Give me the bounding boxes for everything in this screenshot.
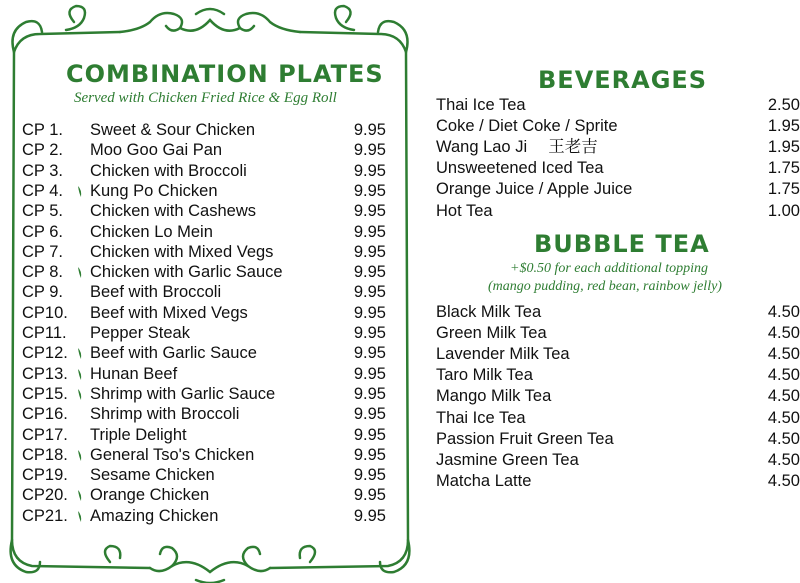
combo-name: Chicken Lo Mein <box>90 222 213 241</box>
combo-price: 9.95 <box>353 506 386 525</box>
combo-code: CP21. <box>22 506 68 525</box>
combo-code: CP12. <box>22 344 68 363</box>
item-price: 4.50 <box>767 408 800 427</box>
combo-name: Triple Delight <box>90 425 187 444</box>
item-price: 1.75 <box>767 159 800 178</box>
combo-row <box>22 506 386 526</box>
combo-price: 9.95 <box>353 161 386 180</box>
item-name: Wang Lao Ji 王老吉 <box>436 138 598 157</box>
item-price: 1.95 <box>767 138 800 157</box>
item-price: 4.50 <box>767 471 800 490</box>
combo-row <box>22 445 386 465</box>
combo-name: Shrimp with Broccoli <box>90 405 240 424</box>
combo-price: 9.95 <box>353 466 386 485</box>
item-price: 4.50 <box>767 366 800 385</box>
item-name: Taro Milk Tea <box>436 366 533 385</box>
combo-code: CP 1. <box>22 121 63 139</box>
item-name: Green Milk Tea <box>436 324 547 343</box>
item-name: Thai Ice Tea <box>436 96 526 114</box>
combo-code: CP20. <box>22 486 68 505</box>
beverages-title: BEVERAGES <box>538 66 708 94</box>
combo-price: 9.95 <box>353 181 386 200</box>
combo-price: 9.95 <box>353 121 386 139</box>
combo-code: CP18. <box>22 445 68 464</box>
combo-name: Hunan Beef <box>90 364 178 383</box>
menu-row <box>436 116 800 137</box>
menu-row <box>436 158 800 179</box>
menu-row <box>436 386 800 407</box>
item-price: 4.50 <box>767 303 800 321</box>
item-name: Coke / Diet Coke / Sprite <box>436 117 618 136</box>
combo-code: CP 8. <box>22 263 63 282</box>
item-price: 1.00 <box>767 201 800 220</box>
combo-name: Sesame Chicken <box>90 466 215 485</box>
combo-code: CP17. <box>22 425 68 444</box>
combo-name: Beef with Broccoli <box>90 283 222 302</box>
combo-price: 9.95 <box>353 405 386 424</box>
combo-price: 9.95 <box>353 445 386 464</box>
combo-price: 9.95 <box>353 303 386 322</box>
chili-pepper-icon <box>77 368 83 381</box>
combination-subtitle: Served with Chicken Fried Rice & Egg Roll <box>74 90 337 106</box>
item-name: Orange Juice / Apple Juice <box>436 180 633 199</box>
combo-code: CP11. <box>22 324 67 342</box>
combo-price: 9.95 <box>353 202 386 221</box>
combo-code: CP10. <box>22 303 68 322</box>
combo-row <box>22 282 386 302</box>
chili-pepper-icon <box>77 388 83 401</box>
combo-row <box>22 404 386 424</box>
chili-pepper-icon <box>77 449 83 462</box>
chili-pepper-icon <box>77 266 83 279</box>
item-price: 4.50 <box>767 324 800 343</box>
combo-row <box>22 364 386 384</box>
item-name: Passion Fruit Green Tea <box>436 429 614 448</box>
combo-price: 9.95 <box>353 222 386 241</box>
chili-pepper-icon <box>77 489 83 502</box>
combo-price: 9.95 <box>353 242 386 261</box>
item-name: Hot Tea <box>436 201 493 220</box>
menu-row <box>436 408 800 429</box>
combo-code: CP 6. <box>22 222 63 241</box>
combo-row <box>22 201 386 221</box>
combo-price: 9.95 <box>353 384 386 403</box>
chili-pepper-icon <box>77 510 83 523</box>
combo-name: Chicken with Broccoli <box>90 161 247 180</box>
combo-row <box>22 485 386 505</box>
menu-row <box>436 429 800 450</box>
combo-row <box>22 384 386 404</box>
combo-name: Chicken with Cashews <box>90 202 256 221</box>
item-price: 4.50 <box>767 387 800 406</box>
combo-row <box>22 323 386 343</box>
combo-name: Amazing Chicken <box>90 506 219 525</box>
menu-row <box>436 302 800 323</box>
combo-name: Chicken with Garlic Sauce <box>90 263 283 282</box>
item-price: 1.95 <box>767 117 800 136</box>
combo-row <box>22 222 386 242</box>
item-price: 4.50 <box>767 450 800 469</box>
combo-name: Sweet & Sour Chicken <box>90 121 256 139</box>
combo-price: 9.95 <box>353 364 386 383</box>
item-price: 1.75 <box>767 180 800 199</box>
item-price: 2.50 <box>767 96 800 114</box>
menu-row <box>436 137 800 158</box>
combo-code: CP 7. <box>22 242 63 261</box>
menu-row <box>436 344 800 365</box>
item-name: Lavender Milk Tea <box>436 345 570 364</box>
combo-name: General Tso's Chicken <box>90 445 255 464</box>
item-price: 4.50 <box>767 345 800 364</box>
combo-price: 9.95 <box>353 425 386 444</box>
combo-name: Orange Chicken <box>90 486 210 505</box>
item-price: 4.50 <box>767 429 800 448</box>
combo-price: 9.95 <box>353 141 386 160</box>
combo-code: CP 2. <box>22 141 63 160</box>
bubble-tea-note-2: (mango pudding, red bean, rainbow jelly) <box>488 279 722 294</box>
combo-name: Beef with Garlic Sauce <box>90 344 257 363</box>
combo-row <box>22 465 386 485</box>
combo-row <box>22 140 386 160</box>
combo-price: 9.95 <box>353 324 386 342</box>
chili-pepper-icon <box>77 347 83 360</box>
chili-pepper-icon <box>77 185 83 198</box>
combo-code: CP 9. <box>22 283 63 302</box>
combo-row <box>22 181 386 201</box>
combo-name: Beef with Mixed Vegs <box>90 303 248 322</box>
menu-row <box>436 365 800 386</box>
menu-row <box>436 471 800 492</box>
bubble-tea-title: BUBBLE TEA <box>534 230 710 258</box>
combo-row <box>22 120 386 140</box>
combo-name: Shrimp with Garlic Sauce <box>90 384 276 403</box>
combination-title: COMBINATION PLATES <box>66 60 384 88</box>
item-name: Mango Milk Tea <box>436 387 552 406</box>
combo-name: Moo Goo Gai Pan <box>90 141 223 160</box>
menu-row <box>436 95 800 116</box>
combo-code: CP 4. <box>22 181 63 200</box>
menu-row <box>436 323 800 344</box>
combo-code: CP 5. <box>22 202 63 221</box>
combo-row <box>22 303 386 323</box>
combo-code: CP19. <box>22 466 68 485</box>
menu-row <box>436 179 800 200</box>
item-name: Jasmine Green Tea <box>436 450 579 469</box>
combo-name: Kung Po Chicken <box>90 181 218 200</box>
combo-code: CP13. <box>22 364 68 383</box>
combo-price: 9.95 <box>353 486 386 505</box>
combo-row <box>22 161 386 181</box>
combo-name: Chicken with Mixed Vegs <box>90 242 274 261</box>
combo-row <box>22 262 386 282</box>
combo-code: CP 3. <box>22 161 63 180</box>
combo-price: 9.95 <box>353 344 386 363</box>
combo-code: CP15. <box>22 384 68 403</box>
item-name: Thai Ice Tea <box>436 408 526 427</box>
combo-row <box>22 425 386 445</box>
combo-name: Pepper Steak <box>90 324 190 342</box>
item-name: Unsweetened Iced Tea <box>436 159 604 178</box>
menu-row <box>436 201 800 222</box>
combo-price: 9.95 <box>353 263 386 282</box>
combo-row <box>22 343 386 363</box>
combo-price: 9.95 <box>353 283 386 302</box>
bubble-tea-note-1: +$0.50 for each additional topping <box>510 261 709 276</box>
item-name: Matcha Latte <box>436 471 532 490</box>
combo-row <box>22 242 386 262</box>
menu-row <box>436 450 800 471</box>
item-name: Black Milk Tea <box>436 303 542 321</box>
combo-code: CP16. <box>22 405 68 424</box>
